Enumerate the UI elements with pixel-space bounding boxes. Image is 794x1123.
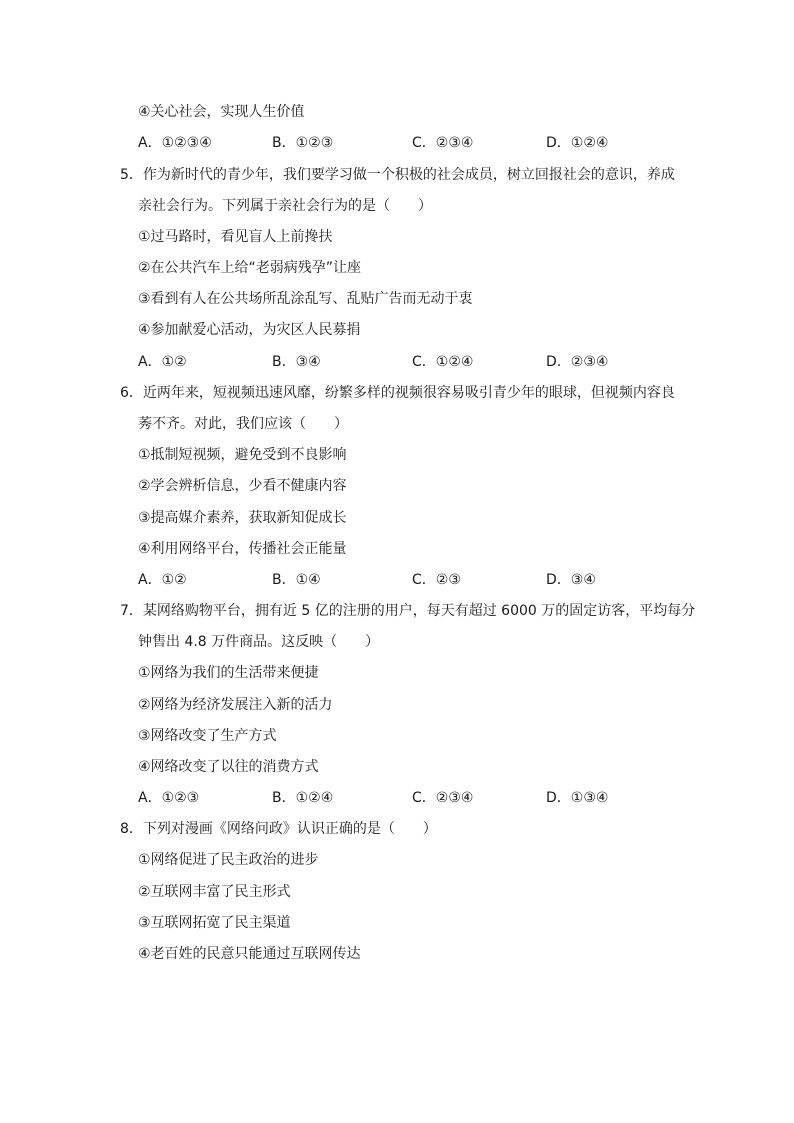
q6-item-3: ③提高媒介素养，获取新知促成长 [138,510,347,526]
q5-item-2: ②在公共汽车上给“老弱病残孕”让座 [138,260,362,276]
q7-choices [138,788,678,808]
q7-choice-c[interactable]: C．②③④ [412,790,474,806]
q5-stem-line2: 亲社会行为。下列属于亲社会行为的是（ ） [138,198,432,214]
q5-choice-a[interactable]: A．①② [138,354,187,370]
q5-item-4: ④参加献爱心活动，为灾区人民募捐 [138,322,361,338]
q6-choice-b[interactable]: B．①④ [272,572,321,588]
prev-choice-a[interactable]: A．①②③④ [138,135,212,151]
prev-choice-c[interactable]: C．②③④ [412,135,474,151]
q6-stem-line2: 莠不齐。对此，我们应该（ ） [138,416,348,432]
prev-choices [138,133,678,153]
q8-item-1: ①网络促进了民主政治的进步 [138,852,319,868]
q7-stem-line1: 7．某网络购物平台，拥有近 5 亿的注册的用户，每天有超过 6000 万的固定访客，平均每分 [120,603,696,619]
q6-item-2: ②学会辨析信息，少看不健康内容 [138,478,347,494]
q7-item-4: ④网络改变了以往的消费方式 [138,759,319,775]
q7-choice-a[interactable]: A．①②③ [138,790,200,806]
q7-item-1: ①网络为我们的生活带来便捷 [138,665,319,681]
q7-stem-line2: 钟售出 4.8 万件商品。这反映（ ） [138,634,380,650]
q6-choice-d[interactable]: D．③④ [546,572,596,588]
q7-choice-b[interactable]: B．①②④ [272,790,334,806]
q6-stem-line1: 6．近两年来，短视频迅速风靡，纷繁多样的视频很容易吸引青少年的眼球，但视频内容良 [120,385,675,401]
q8-item-2: ②互联网丰富了民主形式 [138,884,291,900]
q5-choice-c[interactable]: C．①②④ [412,354,474,370]
q8-stem-line1: 8．下列对漫画《网络问政》认识正确的是（ ） [120,821,437,837]
q5-choice-b[interactable]: B．③④ [272,354,321,370]
prev-choice-d[interactable]: D．①②④ [546,135,609,151]
q5-item-3: ③看到有人在公共场所乱涂乱写、乱贴广告而无动于衷 [138,291,473,307]
q6-choice-a[interactable]: A．①② [138,572,187,588]
q5-item-1: ①过马路时，看见盲人上前搀扶 [138,229,333,245]
q5-stem-line1: 5．作为新时代的青少年，我们要学习做一个积极的社会成员，树立回报社会的意识，养成 [120,167,675,183]
prev-item-4: ④关心社会，实现人生价值 [138,104,305,120]
q6-item-4: ④利用网络平台，传播社会正能量 [138,541,347,557]
q5-choice-d[interactable]: D．②③④ [546,354,609,370]
q6-choices [138,570,678,590]
q5-choices [138,352,678,372]
prev-choice-b[interactable]: B．①②③ [272,135,334,151]
q7-item-2: ②网络为经济发展注入新的活力 [138,697,333,713]
q7-item-3: ③网络改变了生产方式 [138,728,277,744]
q6-item-1: ①抵制短视频，避免受到不良影响 [138,447,347,463]
q6-choice-c[interactable]: C．②③ [412,572,461,588]
q8-item-4: ④老百姓的民意只能通过互联网传达 [138,946,361,962]
q7-choice-d[interactable]: D．①③④ [546,790,609,806]
q8-item-3: ③互联网拓宽了民主渠道 [138,915,291,931]
